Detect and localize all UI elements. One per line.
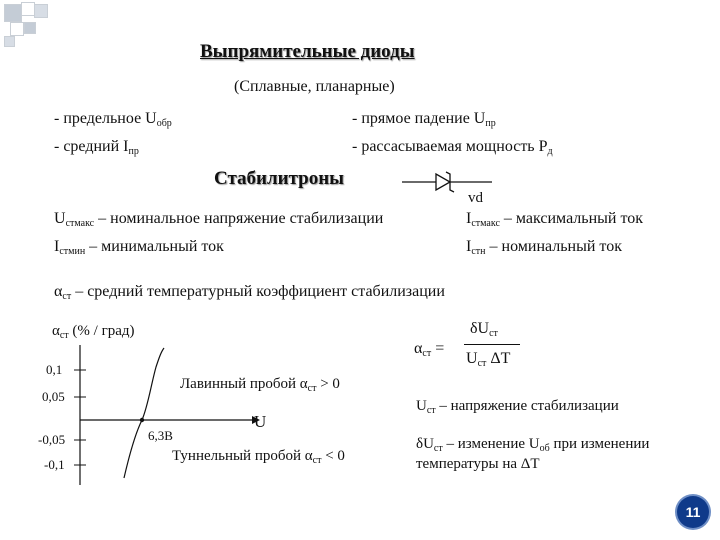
formula-denominator: $U_{ст}$ ΔT xyxy=(466,350,511,369)
diode-param-mean-current: - средний $I_{пр}$ xyxy=(54,138,139,157)
graph-y-label: $\alpha_{ст}$ (% / град) xyxy=(52,323,135,341)
symbol-label: vd xyxy=(468,190,483,206)
diode-param-power: - рассасываемая мощность $P_д$ xyxy=(352,138,553,157)
tick-label-0-05: 0,05 xyxy=(42,389,65,404)
diode-param-forward-drop: - прямое падение $U_{пр}$ xyxy=(352,110,496,129)
graph-x-label: U xyxy=(254,412,267,431)
crossing-point xyxy=(140,418,144,422)
diode-param-reverse-voltage: - предельное $U_{обр}$ xyxy=(54,110,172,129)
alpha-definition: $\alpha_{ст}$ – средний температурный коэффициент стабилизации xyxy=(54,283,445,302)
zener-param-i-stmax: $I_{стмакс}$ – максимальный ток xyxy=(466,210,644,229)
tunnel-label: Туннельный пробой $\alpha_{ст} < 0$ xyxy=(172,448,345,466)
tick-label-m0-1: -0,1 xyxy=(44,457,65,472)
temperature-coefficient-graph xyxy=(30,340,270,490)
slide-subtitle: (Сплавные, планарные) xyxy=(234,78,395,95)
formula-lhs: $\alpha_{ст}$ = xyxy=(414,340,445,359)
slide-title: Выпрямительные диоды xyxy=(200,41,415,62)
tick-label-m0-05: -0,05 xyxy=(38,432,66,447)
zener-param-u-stmax: $U_{стмакс}$ – номинальное напряжение стабилизации xyxy=(54,210,384,229)
formula-numerator: $\delta U_{ст}$ xyxy=(470,320,498,339)
zener-param-i-stn: $I_{стн}$ – номинальный ток xyxy=(466,238,622,257)
note-u-st: $U_{ст}$ – напряжение стабилизации xyxy=(416,398,619,416)
coefficient-curve xyxy=(124,348,164,478)
note-delta-u-st-line2: температуры на ΔT xyxy=(416,456,540,472)
avalanche-label: Лавинный пробой $\alpha_{ст} > 0$ xyxy=(180,376,340,394)
formula-fraction-bar xyxy=(464,344,520,345)
point-label: 6,3В xyxy=(148,428,173,443)
tick-label-0-1: 0,1 xyxy=(46,362,63,377)
zener-title: Стабилитроны xyxy=(214,168,345,189)
page-number-badge: 11 xyxy=(677,496,709,528)
zener-param-i-stmin: $I_{стмин}$ – минимальный ток xyxy=(54,238,224,257)
note-delta-u-st: $\delta U_{ст}$ – изменение $U_{об}$ при изменении xyxy=(416,436,650,454)
